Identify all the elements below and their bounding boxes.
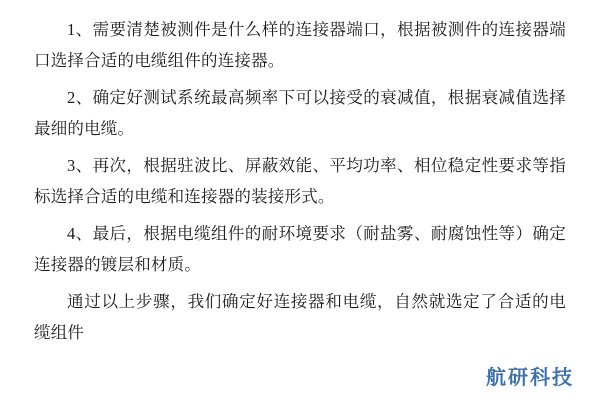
paragraph-2: 2、确定好测试系统最高频率下可以接受的衰减值，根据衰减值选择最细的电缆。: [34, 88, 566, 138]
paragraph-4: 4、最后，根据电缆组件的耐环境要求（耐盐雾、耐腐蚀性等）确定连接器的镀层和材质。: [34, 224, 566, 274]
paragraph-5: 通过以上步骤，我们确定好连接器和电缆，自然就选定了合适的电缆组件: [34, 292, 566, 342]
paragraph-3: 3、再次，根据驻波比、屏蔽效能、平均功率、相位稳定性要求等指标选择合适的电缆和连接器的装接形式。: [34, 156, 566, 206]
watermark-logo: 航研科技: [486, 367, 574, 389]
paragraph-1: 1、需要清楚被测件是什么样的连接器端口，根据被测件的连接器端口选择合适的电缆组件的连接器。: [34, 20, 566, 70]
